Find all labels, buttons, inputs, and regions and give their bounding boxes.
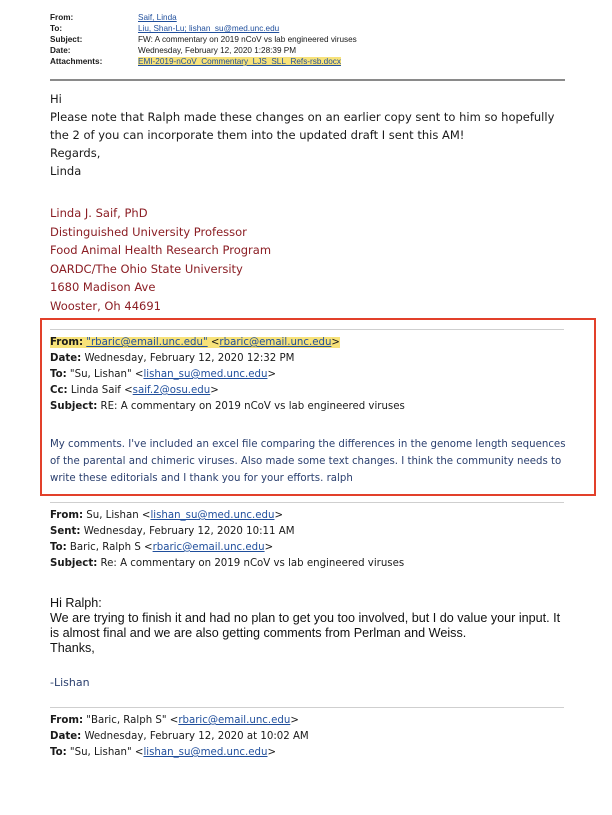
quoted-date-value: Wednesday, February 12, 2020 12:32 PM	[84, 353, 295, 364]
quoted-cc-name: Linda Saif	[70, 385, 121, 396]
quoted-from-row: From: Su, Lishan <lishan_su@med.unc.edu>	[50, 510, 283, 521]
quoted-cc-email[interactable]: saif.2@osu.edu	[132, 385, 211, 396]
header-attachments-row	[50, 56, 570, 67]
closing: Thanks,	[50, 641, 95, 655]
header-to-row	[50, 23, 570, 34]
body-text: We are trying to finish it and had no plan to get you too involved, but I do value your input. It is almost final and we are also getting comments from Perlman and Weiss.	[50, 611, 561, 640]
quoted-from-label: From:	[50, 510, 84, 521]
attachments-label: Attachments:	[50, 57, 103, 66]
signature-line: Wooster, Oh 44691	[50, 298, 161, 313]
quoted-cc-row: Cc: Linda Saif <saif.2@osu.edu>	[50, 385, 219, 396]
from-value[interactable]: Saif, Linda	[138, 13, 177, 22]
quoted-header-3	[50, 713, 309, 761]
quoted-to-row: To: "Su, Lishan" <lishan_su@med.unc.edu>	[50, 369, 277, 380]
header-subject-row	[50, 34, 570, 45]
quoted-divider	[50, 707, 564, 708]
quoted-to-email[interactable]: rbaric@email.unc.edu	[152, 542, 265, 553]
quoted-from-label: From:	[50, 337, 84, 348]
signature-line: 1680 Madison Ave	[50, 280, 156, 295]
from-label: From:	[50, 13, 74, 22]
signature-line: Linda J. Saif, PhD	[50, 206, 148, 220]
quoted-from-name: "Baric, Ralph S"	[86, 715, 167, 726]
quoted-to-name: Baric, Ralph S	[69, 542, 141, 553]
quoted-to-label: To:	[50, 369, 67, 380]
quoted-to-name: "Su, Lishan"	[69, 369, 132, 380]
signature-line: Distinguished University Professor	[50, 224, 247, 239]
quoted-date-row	[50, 729, 309, 745]
header-divider	[50, 79, 565, 81]
email-header	[50, 12, 570, 67]
signature-line: Food Animal Health Research Program	[50, 243, 272, 258]
quoted-from-email[interactable]: rbaric@email.unc.edu	[178, 715, 291, 726]
quoted-from-row: From: "Baric, Ralph S" <rbaric@email.unc.edu>	[50, 715, 299, 726]
quoted-from-email[interactable]: rbaric@email.unc.edu	[219, 337, 332, 348]
quoted-divider	[50, 329, 564, 330]
quoted-cc-label: Cc:	[50, 385, 68, 396]
signature-block	[50, 204, 271, 316]
date-label: Date:	[50, 46, 71, 55]
subject-label: Subject:	[50, 35, 83, 44]
lishan-message	[50, 596, 570, 656]
signature-line: OARDC/The Ohio State University	[50, 261, 243, 276]
closing: Regards,	[50, 146, 101, 160]
attachment-link[interactable]: EMI-2019-nCoV_Commentary_LJS_SLL_Refs-rsb.docx	[138, 57, 341, 66]
sender-name: Linda	[50, 164, 82, 178]
ralph-comments: My comments. I've included an excel file comparing the differences in the genome length sequences of the parental and chimeric viruses. Also made some text changes. I think the community needs to write these editorials and I thank you for your efforts. ralph	[50, 439, 566, 484]
quoted-date-row	[50, 351, 405, 367]
signoff: -Lishan	[50, 676, 90, 689]
date-value: Wednesday, February 12, 2020 1:28:39 PM	[138, 46, 297, 55]
message-body	[50, 90, 570, 180]
quoted-sent-row	[50, 524, 404, 540]
to-label: To:	[50, 24, 63, 33]
quoted-sent-value: Wednesday, February 12, 2020 10:11 AM	[83, 526, 295, 537]
subject-value: FW: A commentary on 2019 nCoV vs lab engineered viruses	[138, 35, 357, 44]
quoted-date-label: Date:	[50, 353, 82, 364]
quoted-date-label: Date:	[50, 731, 82, 742]
header-date-row	[50, 45, 570, 56]
header-from-row	[50, 12, 570, 23]
quoted-subject-value: RE: A commentary on 2019 nCoV vs lab engineered viruses	[100, 401, 405, 412]
quoted-from-label: From:	[50, 715, 84, 726]
quoted-subject-row	[50, 399, 405, 415]
quoted-to-label: To:	[50, 542, 67, 553]
quoted-subject-value: Re: A commentary on 2019 nCoV vs lab engineered viruses	[100, 558, 405, 569]
quoted-divider	[50, 502, 564, 503]
quoted-date-value: Wednesday, February 12, 2020 at 10:02 AM	[84, 731, 309, 742]
quoted-subject-label: Subject:	[50, 401, 98, 412]
quoted-to-email[interactable]: lishan_su@med.unc.edu	[143, 369, 268, 380]
quoted-from-row: From: "rbaric@email.unc.edu" <rbaric@email.unc.edu>	[50, 337, 340, 348]
quoted-to-email[interactable]: lishan_su@med.unc.edu	[143, 747, 268, 758]
quoted-from-name: Su, Lishan	[86, 510, 139, 521]
quoted-header-2	[50, 508, 404, 572]
quoted-header-1	[50, 335, 405, 415]
greeting: Hi Ralph:	[50, 596, 102, 610]
quoted-from-email[interactable]: lishan_su@med.unc.edu	[150, 510, 275, 521]
quoted-from-name[interactable]: "rbaric@email.unc.edu"	[86, 337, 208, 348]
quoted-subject-label: Subject:	[50, 558, 98, 569]
quoted-subject-row	[50, 556, 404, 572]
quoted-sent-label: Sent:	[50, 526, 81, 537]
quoted-to-row: To: "Su, Lishan" <lishan_su@med.unc.edu>	[50, 747, 277, 758]
body-text: Please note that Ralph made these changes on an earlier copy sent to him so hopefully the 2 of you can incorporate them into the updated draft I sent this AM!	[50, 110, 555, 142]
greeting: Hi	[50, 92, 62, 106]
quoted-to-name: "Su, Lishan"	[69, 747, 132, 758]
to-value[interactable]: Liu, Shan-Lu; lishan_su@med.unc.edu	[138, 24, 280, 33]
quoted-to-row: To: Baric, Ralph S <rbaric@email.unc.edu>	[50, 542, 274, 553]
quoted-to-label: To:	[50, 747, 67, 758]
